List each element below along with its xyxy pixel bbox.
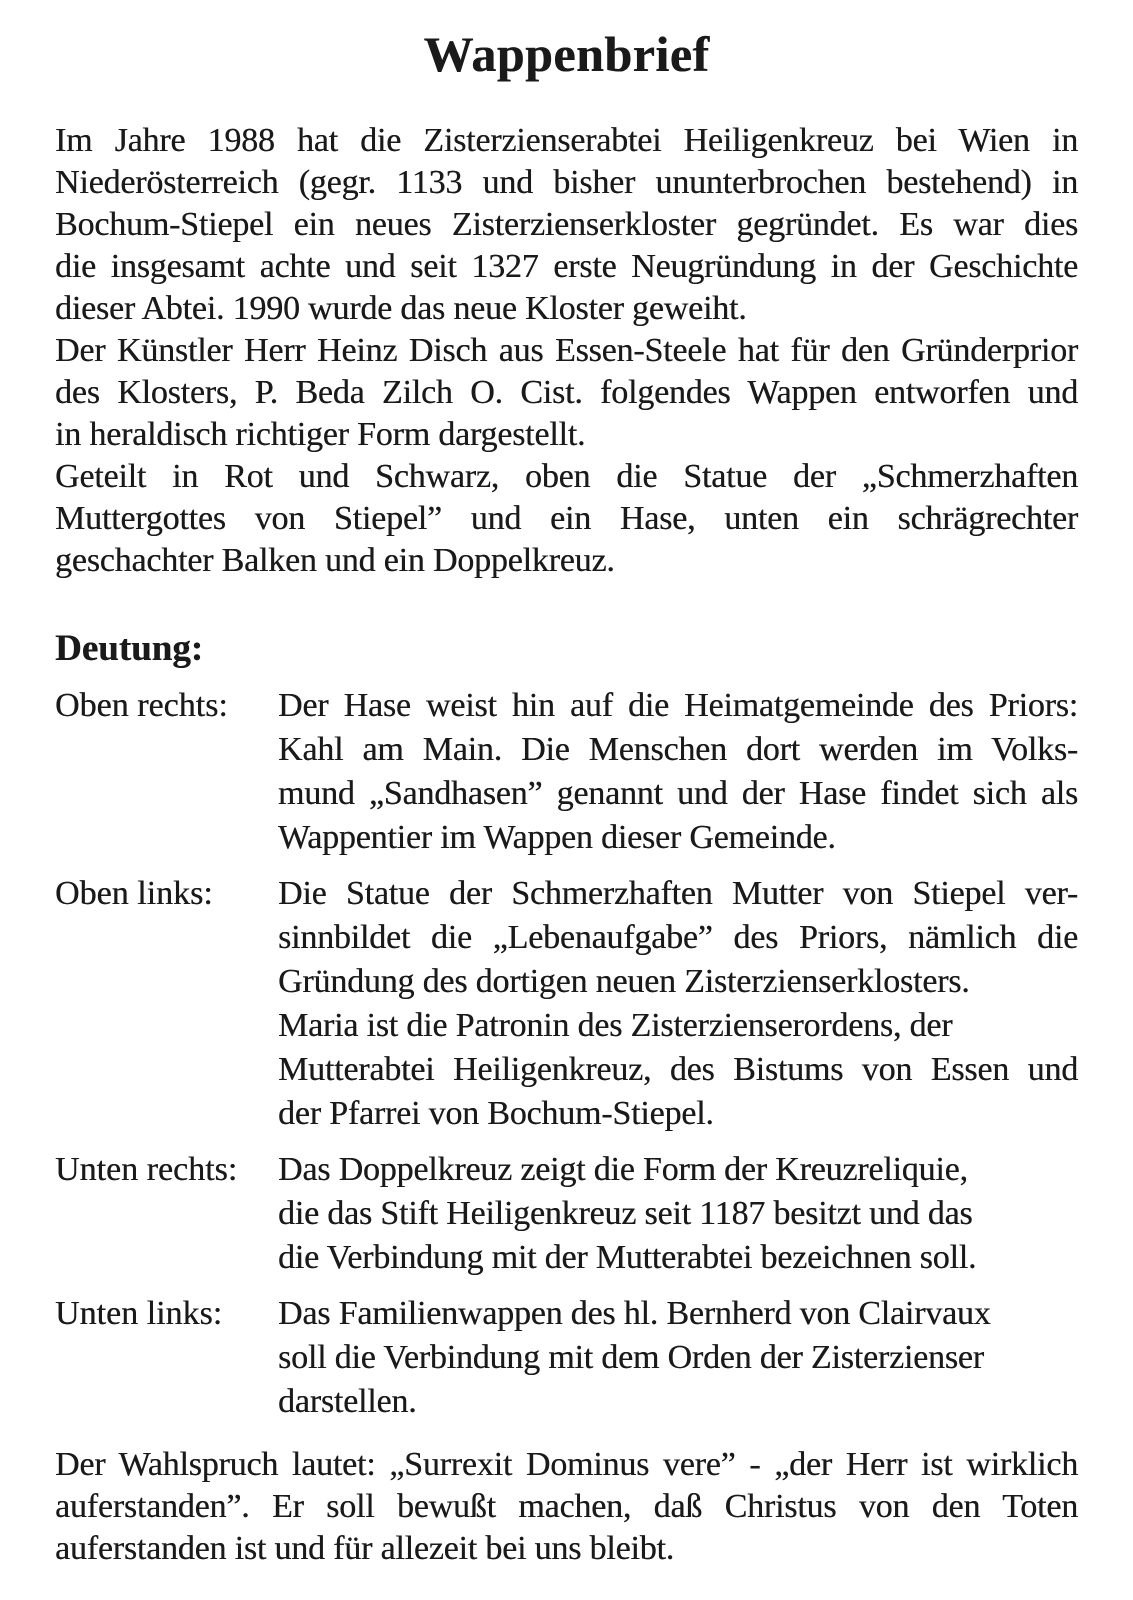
entry-body bbox=[278, 1148, 1078, 1280]
intro-line: dieser Abtei. 1990 wurde das neue Kloster geweiht. bbox=[55, 290, 747, 327]
entry-line: Kahl am Main. Die Menschen dort werden im Volks- bbox=[278, 731, 1078, 768]
entry-line: Der Hase weist hin auf die Heimatgemeinde des Priors: bbox=[278, 687, 1078, 724]
entry-line: sinnbildet die „Lebenaufgabe” des Priors, nämlich die bbox=[278, 919, 1078, 956]
closing-line: auferstanden”. Er soll bewußt machen, daß Christus von den Toten bbox=[55, 1488, 1078, 1525]
deutung-entry bbox=[55, 1292, 1078, 1424]
entry-line: die Verbindung mit der Mutterabtei bezeichnen soll. bbox=[278, 1239, 977, 1276]
intro-line: des Klosters, P. Beda Zilch O. Cist. folgendes Wappen entworfen und bbox=[55, 374, 1078, 411]
intro-line: Geteilt in Rot und Schwarz, oben die Statue der „Schmerzhaften bbox=[55, 458, 1078, 495]
entry-line: Mutterabtei Heiligenkreuz, des Bistums von Essen und bbox=[278, 1051, 1078, 1088]
deutung-entry bbox=[55, 684, 1078, 860]
intro-line: Der Künstler Herr Heinz Disch aus Essen-Steele hat für den Gründerprior bbox=[55, 332, 1078, 369]
entry-line: soll die Verbindung mit dem Orden der Zisterzienser bbox=[278, 1339, 984, 1376]
intro-line: Niederösterreich (gegr. 1133 und bisher ununterbrochen bestehend) in bbox=[55, 164, 1078, 201]
intro-line: Im Jahre 1988 hat die Zisterzienserabtei Heiligenkreuz bei Wien in bbox=[55, 122, 1078, 159]
entry-label: Unten rechts: bbox=[55, 1151, 238, 1188]
intro-line: in heraldisch richtiger Form dargestellt. bbox=[55, 416, 586, 453]
entry-line: Die Statue der Schmerzhaften Mutter von Stiepel ver- bbox=[278, 875, 1078, 912]
intro-line: Muttergottes von Stiepel” und ein Hase, unten ein schrägrechter bbox=[55, 500, 1078, 537]
deutung-entry bbox=[55, 872, 1078, 1136]
section-heading: Deutung: bbox=[55, 628, 204, 669]
entry-line: die das Stift Heiligenkreuz seit 1187 besitzt und das bbox=[278, 1195, 973, 1232]
entry-line: Das Familienwappen des hl. Bernherd von Clairvaux bbox=[278, 1295, 991, 1332]
entry-line: Gründung des dortigen neuen Zisterzienserklosters. bbox=[278, 963, 970, 1000]
intro-block bbox=[55, 120, 1078, 582]
entry-body bbox=[278, 684, 1078, 860]
intro-line: geschachter Balken und ein Doppelkreuz. bbox=[55, 542, 615, 579]
entry-body bbox=[278, 872, 1078, 1136]
closing-line: Der Wahlspruch lautet: „Surrexit Dominus vere” - „der Herr ist wirklich bbox=[55, 1446, 1078, 1483]
entry-label: Oben links: bbox=[55, 875, 213, 912]
entry-label: Unten links: bbox=[55, 1295, 223, 1332]
deutung-list bbox=[55, 684, 1078, 1424]
entry-line: Wappentier im Wappen dieser Gemeinde. bbox=[278, 819, 836, 856]
closing-paragraph bbox=[55, 1444, 1078, 1570]
entry-line: der Pfarrei von Bochum-Stiepel. bbox=[278, 1095, 714, 1132]
entry-line: mund „Sandhasen” genannt und der Hase findet sich als bbox=[278, 775, 1078, 812]
entry-label: Oben rechts: bbox=[55, 687, 228, 724]
page-title: Wappenbrief bbox=[423, 26, 710, 82]
closing-line: auferstanden ist und für allezeit bei uns bleibt. bbox=[55, 1530, 675, 1567]
entry-line: Das Doppelkreuz zeigt die Form der Kreuzreliquie, bbox=[278, 1151, 968, 1188]
entry-line: Maria ist die Patronin des Zisterzienserordens, der bbox=[278, 1007, 953, 1044]
intro-line: die insgesamt achte und seit 1327 erste Neugründung in der Geschichte bbox=[55, 248, 1078, 285]
deutung-entry bbox=[55, 1148, 1078, 1280]
entry-body bbox=[278, 1292, 1078, 1424]
entry-line: darstellen. bbox=[278, 1383, 417, 1420]
intro-line: Bochum-Stiepel ein neues Zisterzienserkloster gegründet. Es war dies bbox=[55, 206, 1078, 243]
